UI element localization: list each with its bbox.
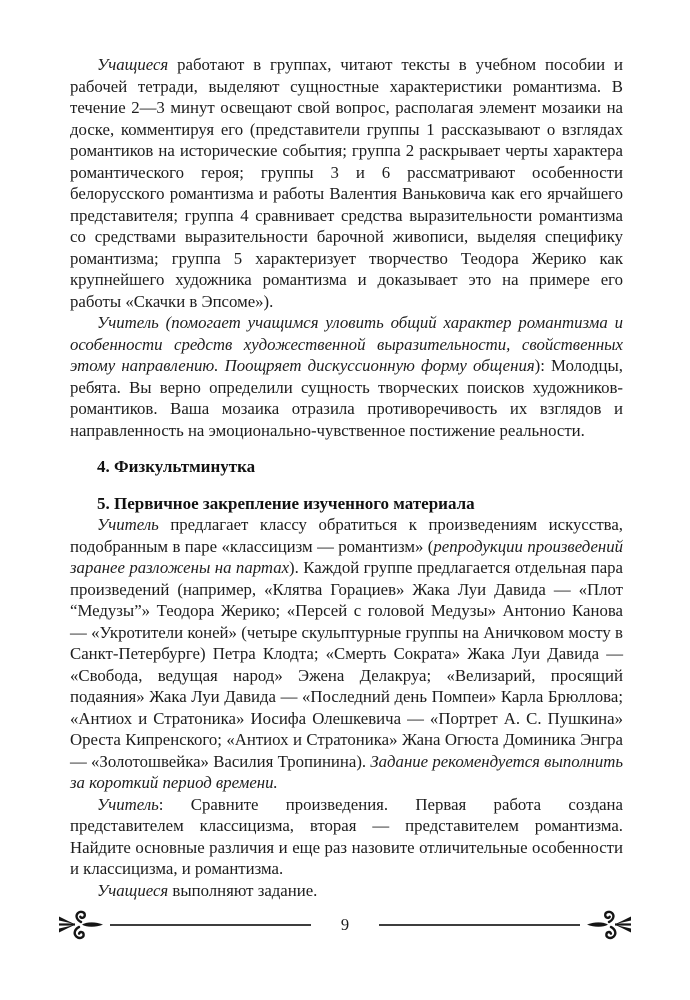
speaker-label-students: Учащиеся bbox=[97, 55, 169, 74]
paragraph-text: выполняют задание. bbox=[168, 880, 318, 900]
paragraph-text: ): Молодцы, ребята. Вы верно определили сущность творческих поисков художников-романтиков. Ваша мозаика отразила противоречивость их взглядов и направленность на эмоционально-чувственное постижение реальности. bbox=[70, 356, 624, 440]
paragraph-teacher-task bbox=[70, 794, 623, 880]
footer-rule-right bbox=[379, 924, 580, 926]
footer-rule-left bbox=[110, 924, 311, 926]
page-footer bbox=[58, 906, 632, 944]
paragraph-text: предлагает классу обратиться к произведениям искусства, подобранным в паре «классицизм — романтизм» ( bbox=[70, 515, 623, 556]
paragraph-students-groupwork bbox=[70, 54, 623, 312]
paragraph-teacher-comment bbox=[70, 312, 623, 441]
speaker-label-teacher: Учитель bbox=[97, 794, 159, 814]
paragraph-text: : Сравните произведения. Первая работа создана представителем классицизма, вторая — представителем романтизма. Найдите основные различия и еще раз назовите отличительные особенности и классицизма, и романтизма. bbox=[70, 794, 623, 878]
lesson-text bbox=[70, 54, 623, 901]
stage-direction-italic: репродукции произведений заранее разложены на партах bbox=[70, 536, 623, 577]
paragraph-text: ). Каждой группе предлагается отдельная пара произведений (например, «Клятва Горациев» Жака Луи Давида — «Плот “Медузы”» Теодора Жерико; «Персей с головой Медузы» Антонио Канова — «Укротители коней» (четыре скульптурные группы на Аничковом мосту в Санкт-Петербурге) Петра Клодта; «Смерть Сократа» Жака Луи Давида — «Свобода, ведущая народ» Эжена Делакруа; «Велизарий, просящий подаяния» Жака Луи Давида — «Последний день Помпеи» Карла Брюллова; «Антиох и Стратоника» Иосифа Олешкевича — «Портрет А. С. Пушкина» Ореста Кипренского; «Антиох и Стратоника» Жана Огюста Доминика Энгра — «Золотошвейка» Василия Тропинина). bbox=[70, 558, 623, 771]
fleuron-left-icon bbox=[58, 908, 104, 942]
page-number: 9 bbox=[340, 914, 350, 934]
speaker-label-students: Учащиеся bbox=[97, 880, 169, 900]
section-heading-5: 5. Первичное закрепление изученного материала bbox=[97, 493, 475, 513]
paragraph-text: работают в группах, читают тексты в учебном пособии и рабочей тетради, выделяют сущностные характеристики романтизма. В течение 2—3 минут освещают свой вопрос, располагая элемент мозаики на доске, комментируя его (представители группы 1 рассказывают о взглядах романтиков на исторические события; группа 2 раскрывает черты характера романтического героя; группы 3 и 6 рассматривают особенности белорусского романтизма и работы Валентия Ваньковича как его ярчайшего представителя; группа 4 сравнивает средства выразительности романтизма со средствами выразительности барочной живописи, выделяя специфику романтизма; группа 5 характеризует творчество Теодора Жерико как крупнейшего художника романтизма и доказывает это на примере его работы «Скачки в Эпсоме»). bbox=[70, 55, 623, 311]
teacher-remark-italic: Учитель (помогает учащимся уловить общий характер романтизма и особенности средств художественной выразительности, свойственных этому направлению. Поощряет дискуссионную форму общения bbox=[70, 313, 623, 375]
speaker-label-teacher: Учитель bbox=[97, 515, 159, 534]
section-heading-4: 4. Физкультминутка bbox=[97, 457, 256, 476]
fleuron-right-icon bbox=[586, 908, 632, 942]
paragraph-artworks-pairs bbox=[70, 514, 623, 794]
recommendation-italic: Задание рекомендуется выполнить за короткий период времени. bbox=[70, 751, 623, 792]
paragraph-students-do-task bbox=[70, 880, 623, 902]
